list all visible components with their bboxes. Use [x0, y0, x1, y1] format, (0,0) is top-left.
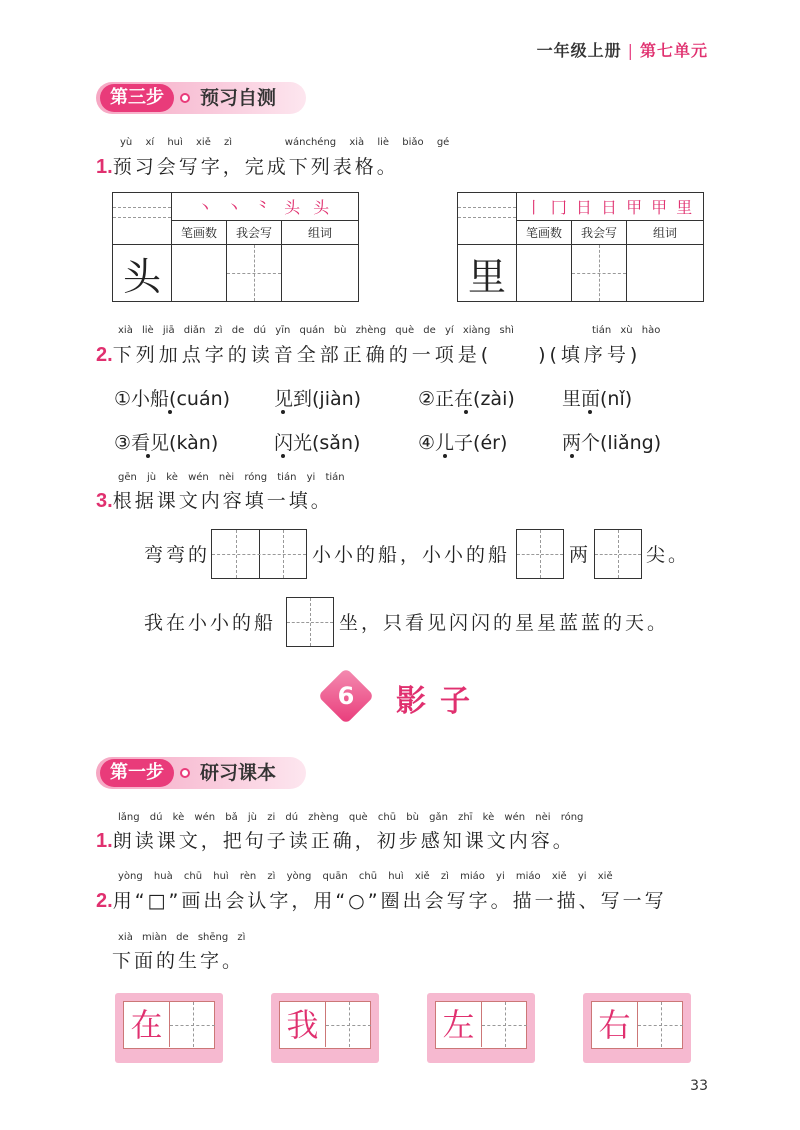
q1-text: [96, 152, 399, 179]
trace-char[interactable]: 我: [286, 1006, 319, 1044]
option-4: ④儿子(ér): [418, 432, 508, 454]
page-header: [537, 38, 708, 61]
section-badge-preview: [96, 82, 306, 114]
write-cell[interactable]: [637, 1002, 683, 1047]
option-1: ①小船(cuán): [114, 388, 231, 410]
table1-words-cell[interactable]: [282, 245, 359, 302]
trace-char[interactable]: 在: [130, 1006, 163, 1044]
q2-pinyin-2: tián xù hào: [592, 325, 661, 336]
page-number: 33: [690, 1078, 708, 1094]
lesson-number: 6: [337, 682, 355, 710]
s2-pinyin-line2: xià miàn de shēng zì: [118, 932, 246, 943]
table1-write-cell[interactable]: [227, 245, 282, 302]
s1-pinyin: lǎng dú kè wén bǎ jù zi dú zhèng què chū bù gǎn zhī kè wén nèi róng: [118, 812, 584, 823]
step-label: 第三步: [100, 84, 174, 112]
q2-text: [96, 340, 641, 367]
emphasis-dot: [588, 410, 592, 414]
q3-line1-a: 弯弯的: [144, 544, 211, 566]
answer-box-1char[interactable]: [516, 529, 564, 579]
q2-prompt: 下列加点字的读音全部正确的一项是( )(填序号): [112, 344, 642, 366]
s1-number: 1.: [96, 830, 113, 852]
section-badge-study: [96, 757, 306, 789]
practice-card-4: [583, 993, 691, 1063]
q1-prompt: 预习会写字，完成下列表格。: [112, 156, 399, 178]
emphasis-dot: [146, 454, 150, 458]
s1-prompt: 朗读课文，把句子读正确，初步感知课文内容。: [112, 830, 575, 852]
table1-char: 头: [113, 245, 172, 302]
table1-col-strokes: 笔画数: [172, 221, 227, 245]
table1-stroke-count-cell[interactable]: [172, 245, 227, 302]
table2-col-strokes: 笔画数: [517, 221, 572, 245]
write-cell[interactable]: [481, 1002, 527, 1047]
practice-card-1: [115, 993, 223, 1063]
q3-text: [96, 486, 333, 513]
table2-col-write: 我会写: [572, 221, 627, 245]
grade-label: 一年级上册: [536, 41, 622, 60]
char-table-1: [112, 192, 359, 302]
practice-card-3: [427, 993, 535, 1063]
trace-char[interactable]: 右: [598, 1006, 631, 1044]
emphasis-dot: [168, 410, 172, 414]
table1-col-write: 我会写: [227, 221, 282, 245]
option-3-b: 闪光(sǎn): [274, 432, 361, 454]
q3-line1-d: 尖。: [646, 544, 691, 566]
s2-number: 2.: [96, 890, 113, 912]
q2-pinyin: xià liè jiā diǎn zì de dú yīn quán bù zhèng què de yí xiàng shì: [118, 325, 514, 336]
s2-pinyin: yòng huà chū huì rèn zì yòng quān chū huì xiě zì miáo yi miáo xiě yi xiě: [118, 871, 613, 882]
emphasis-dot: [281, 454, 285, 458]
practice-card-2: [271, 993, 379, 1063]
emphasis-dot: [443, 454, 447, 458]
table2-strokes: 丨 冂 日 日 甲 甲 里: [517, 193, 704, 221]
write-cell[interactable]: [169, 1002, 215, 1047]
q2-number: 2.: [96, 344, 113, 366]
s2-prompt: 用“□”画出会认字，用“○”圈出会写字。描一描、写一写: [112, 890, 667, 912]
q3-line1-b: 小小的船，小小的船: [312, 544, 511, 566]
q1-pinyin: yù xí huì xiě zì wánchéng xià liè biǎo gé: [120, 137, 450, 148]
q3-line1-c: 两: [569, 544, 592, 566]
unit-label: 第七单元: [639, 41, 708, 60]
badge-dot-icon: [180, 93, 190, 103]
badge-dot-icon: [180, 768, 190, 778]
step-label: 第一步: [100, 759, 174, 787]
table2-write-cell[interactable]: [572, 245, 627, 302]
q3-pinyin: gēn jù kè wén nèi róng tián yi tián: [118, 472, 345, 483]
table2-stroke-count-cell[interactable]: [517, 245, 572, 302]
option-1-b: 见到(jiàn): [274, 388, 362, 410]
emphasis-dot: [464, 410, 468, 414]
option-3: ③看见(kàn): [114, 432, 219, 454]
table1-col-words: 组词: [282, 221, 359, 245]
option-4-b: 两个(liǎng): [562, 432, 662, 454]
section-name: 预习自测: [200, 87, 277, 109]
table2-corner: [458, 193, 517, 245]
q3-number: 3.: [96, 490, 113, 512]
q3-line2-b: 坐，只看见闪闪的星星蓝蓝的天。: [339, 612, 670, 634]
q3-prompt: 根据课文内容填一填。: [112, 490, 333, 512]
option-2: ②正在(zài): [418, 388, 515, 410]
section-name: 研习课本: [200, 762, 277, 784]
header-separator: |: [627, 41, 634, 60]
table2-col-words: 组词: [627, 221, 704, 245]
q1-number: 1.: [96, 156, 113, 178]
answer-box-3char[interactable]: [211, 529, 307, 579]
s2-text: [96, 886, 667, 913]
lesson-title: 影子: [396, 684, 484, 719]
char-table-2: [457, 192, 704, 302]
option-2-b: 里面(nǐ): [562, 388, 633, 410]
trace-char[interactable]: 左: [442, 1006, 475, 1044]
table2-char: 里: [458, 245, 517, 302]
answer-box-1char-2[interactable]: [594, 529, 642, 579]
table2-words-cell[interactable]: [627, 245, 704, 302]
emphasis-dot: [570, 454, 574, 458]
emphasis-dot: [281, 410, 285, 414]
s2-text-line2: 下面的生字。: [112, 950, 245, 972]
q3-line2-a: 我在小小的船: [144, 612, 277, 634]
table1-strokes: 丶 丶 ⺀ 头 头: [172, 193, 359, 221]
s1-text: [96, 826, 575, 853]
answer-box-1char-3[interactable]: [286, 597, 334, 647]
write-cell[interactable]: [325, 1002, 371, 1047]
table1-corner: [113, 193, 172, 245]
